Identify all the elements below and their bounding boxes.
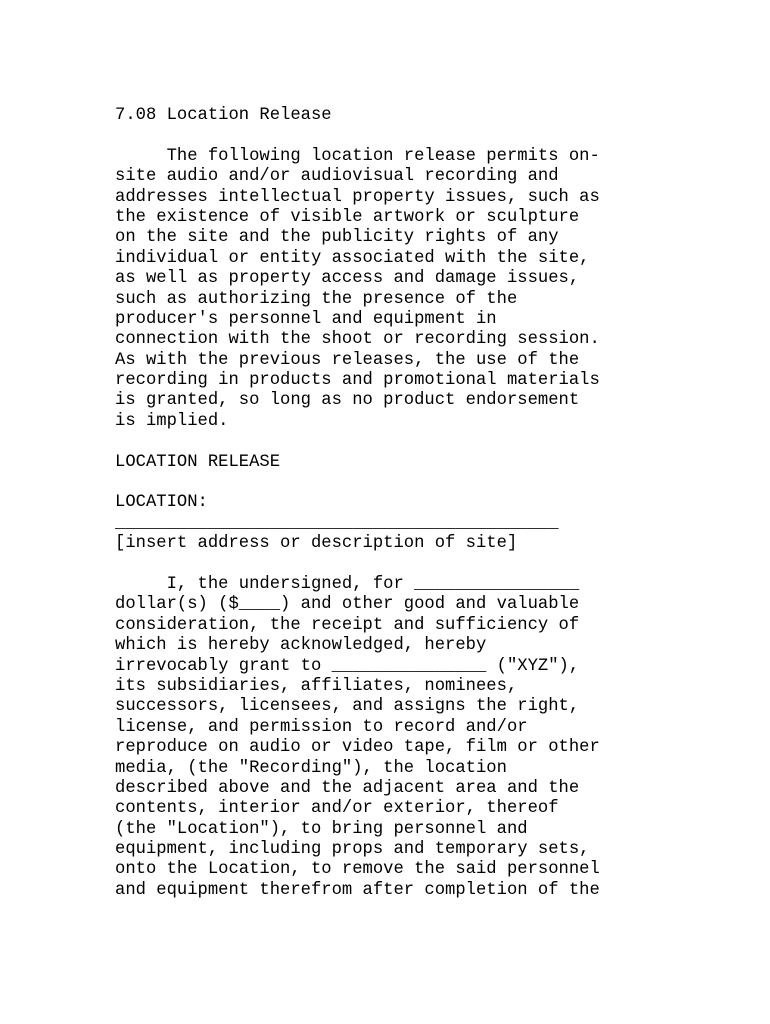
- spacer: [115, 126, 675, 146]
- intro-line: is granted, so long as no product endorsement: [115, 391, 580, 411]
- intro-line: producer's personnel and equipment in: [115, 309, 497, 329]
- body-line: equipment, including props and temporary sets,: [115, 840, 590, 860]
- spacer: [115, 473, 675, 493]
- body-line: I, the undersigned, for ________________: [115, 574, 580, 594]
- section-heading: 7.08 Location Release: [115, 106, 332, 125]
- spacer: [115, 432, 675, 452]
- body-line: onto the Location, to remove the said personnel: [115, 860, 600, 880]
- grant-paragraph: [115, 575, 675, 901]
- spacer: [115, 555, 675, 575]
- body-line: its subsidiaries, affiliates, nominees,: [115, 676, 518, 696]
- body-line: contents, interior and/or exterior, thereof: [115, 799, 559, 819]
- body-line: (the "Location"), to bring personnel and: [115, 819, 528, 839]
- intro-line: on the site and the publicity rights of any: [115, 228, 559, 248]
- body-line: dollar(s) ($____) and other good and valuable: [115, 595, 580, 615]
- intro-line: individual or entity associated with the site,: [115, 248, 590, 268]
- location-label: LOCATION:: [115, 493, 208, 513]
- body-line: which is hereby acknowledged, hereby: [115, 636, 487, 656]
- intro-line: such as authorizing the presence of the: [115, 289, 518, 309]
- intro-line: connection with the shoot or recording session.: [115, 330, 600, 350]
- intro-line: As with the previous releases, the use of the: [115, 350, 580, 370]
- document-page: [115, 106, 675, 901]
- intro-line: is implied.: [115, 411, 229, 431]
- body-line: media, (the "Recording"), the location: [115, 758, 507, 778]
- body-line: consideration, the receipt and sufficiency of: [115, 615, 580, 635]
- intro-line: the existence of visible artwork or sculpture: [115, 207, 580, 227]
- intro-line: addresses intellectual property issues, such as: [115, 187, 600, 207]
- body-line: and equipment therefrom after completion of the: [115, 880, 600, 900]
- intro-line: The following location release permits on-: [115, 146, 600, 166]
- location-blank-field: ___________________________________________: [115, 513, 559, 533]
- body-line: reproduce on audio or video tape, film or other: [115, 738, 600, 758]
- body-line: license, and permission to record and/or: [115, 717, 528, 737]
- intro-line: site audio and/or audiovisual recording and: [115, 167, 559, 187]
- location-hint: [insert address or description of site]: [115, 534, 518, 554]
- intro-paragraph: [115, 147, 675, 432]
- body-line: successors, licensees, and assigns the right,: [115, 697, 580, 717]
- body-line: described above and the adjacent area and the: [115, 778, 580, 798]
- release-title: LOCATION RELEASE: [115, 452, 281, 472]
- intro-line: as well as property access and damage issues,: [115, 269, 580, 289]
- body-line: irrevocably grant to _______________ ("XYZ"),: [115, 656, 580, 676]
- intro-line: recording in products and promotional materials: [115, 371, 600, 391]
